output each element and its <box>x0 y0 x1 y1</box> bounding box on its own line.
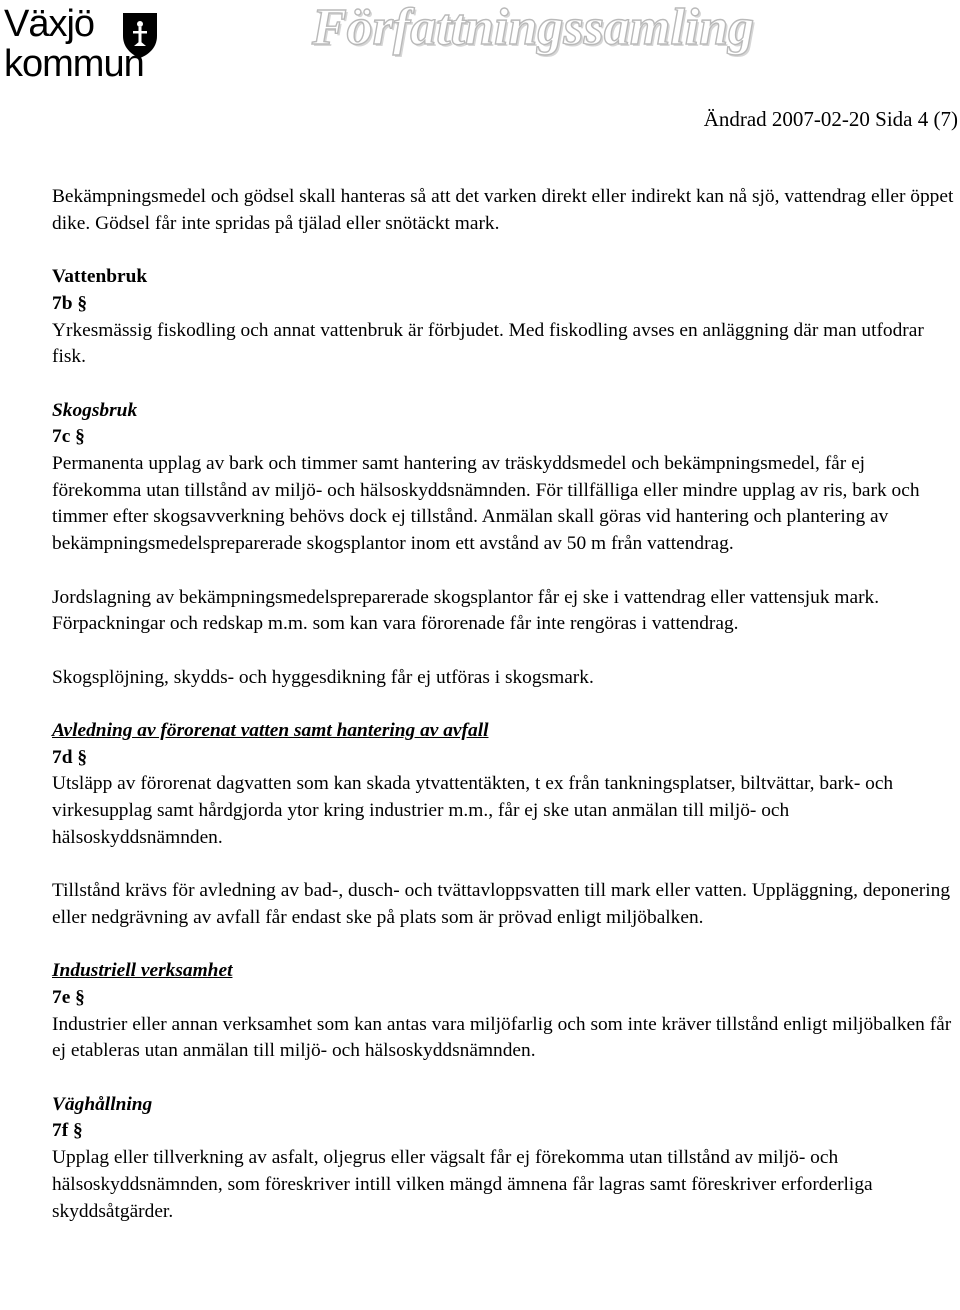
section-number-7e: 7e § <box>52 986 85 1008</box>
section-paragraph: Tillstånd krävs för avledning av bad-, dusch- och tvättavloppsvatten till mark eller vatten. Uppläggning, deponering eller nedgrävning av avfall får endast ske på plats som är prövad enligt miljöbalken. <box>52 880 951 928</box>
section-paragraph: Upplag eller tillverkning av asfalt, oljegrus eller vägsalt får ej förekomma utan tillstånd av miljö- och hälsoskyddsnämnden, som föreskriver intill vilken mängd ämnena får lagras samt föreskriver erforderliga skyddsåtgärder. <box>52 1147 873 1222</box>
header-date-page: Ändrad 2007-02-20 Sida 4 (7) <box>703 107 958 131</box>
document-body <box>52 184 957 1225</box>
section-heading-avledning: Avledning av förorenat vatten samt hantering av avfall <box>52 719 489 741</box>
intro-paragraph: Bekämpningsmedel och gödsel skall hanteras så att det varken direkt eller indirekt kan nå sjö, vattendrag eller öppet dike. Gödsel får inte spridas på tjälad eller snötäckt mark. <box>52 186 954 234</box>
logo-line-2: kommun <box>4 43 144 85</box>
section-paragraph: Utsläpp av förorenat dagvatten som kan skada ytvattentäkten, t ex från tankningsplatser, biltvättar, bark- och virkesupplag samt hårdgjorda ytor kring industrier m.m., får ej ske utan anmälan till miljö- och hälsoskyddsnämnden. <box>52 773 894 848</box>
section-paragraph: Skogsplöjning, skydds- och hyggesdikning får ej utföras i skogsmark. <box>52 666 594 688</box>
section-heading-skogsbruk: Skogsbruk <box>52 399 138 421</box>
section-number-7b: 7b § <box>52 292 88 314</box>
section-paragraph: Industrier eller annan verksamhet som kan antas vara miljöfarlig och som inte kräver tillstånd enligt miljöbalken får ej etableras utan anmälan till miljö- och hälsoskyddsnämnden. <box>52 1013 952 1062</box>
section-heading-vaghallning: Väghållning <box>52 1093 153 1115</box>
section-heading-vattenbruk: Vattenbruk <box>52 266 148 288</box>
vaxjo-kommun-logo <box>2 3 182 86</box>
banner-title: Författningssamling <box>312 0 755 56</box>
section-number-7c: 7c § <box>52 426 85 448</box>
section-number-7f: 7f § <box>52 1120 83 1142</box>
logo-line-1: Växjö <box>4 3 95 45</box>
section-number-7d: 7d § <box>52 746 88 768</box>
section-heading-industriell: Industriell verksamhet <box>52 960 233 982</box>
section-paragraph: Permanenta upplag av bark och timmer samt hantering av träskyddsmedel och bekämpningsmedel, får ej förekomma utan tillstånd av miljö- och hälsoskyddsnämnden. För tillfälliga eller mindre upplag av ris, bark och timmer efter skogsavverkning behövs dock ej tillstånd. Anmälan skall göras vid hantering och plantering av bekämpningsmedelspreparerade skogsplantor inom ett avstånd av 50 m från vattendrag. <box>52 453 920 555</box>
section-paragraph: Jordslagning av bekämpningsmedelspreparerade skogsplantor får ej ske i vattendrag eller vattensjuk mark. Förpackningar och redskap m.m. som kan vara förorenade får inte rengöras i vattendrag. <box>52 586 880 635</box>
section-paragraph: Yrkesmässig fiskodling och annat vattenbruk är förbjudet. Med fiskodling avses en anläggning där man utfodrar fisk. <box>52 319 924 368</box>
